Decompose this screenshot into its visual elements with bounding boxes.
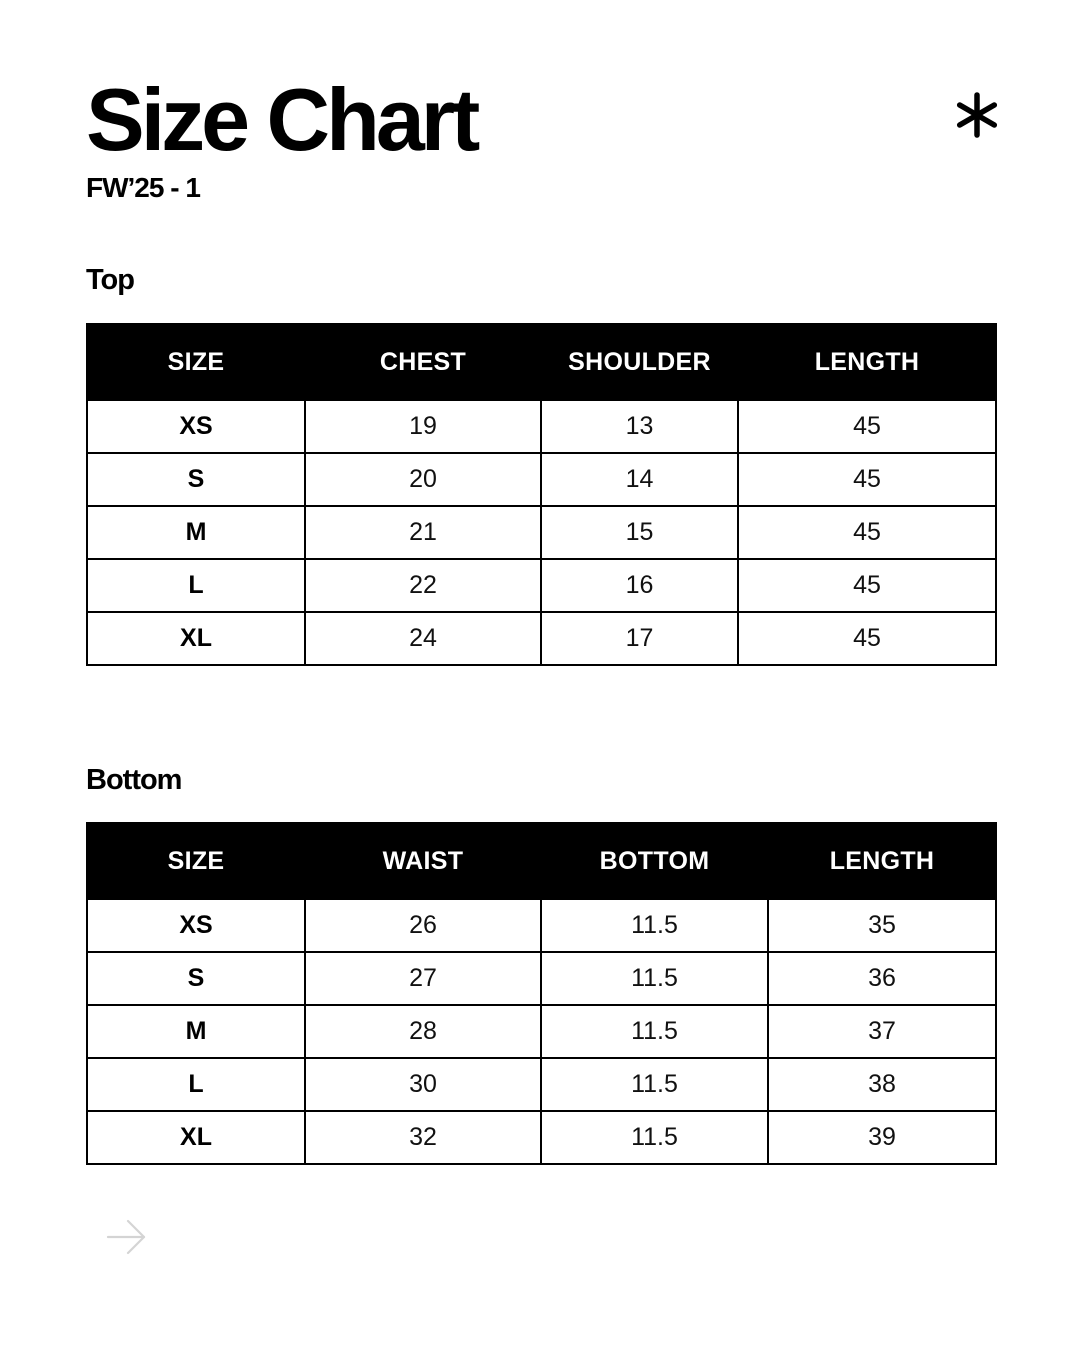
bottom-size-table bbox=[86, 822, 997, 1165]
column-header-waist: WAIST bbox=[305, 823, 541, 899]
table-row bbox=[87, 559, 996, 612]
bottom-cell: 11.5 bbox=[541, 899, 768, 952]
table-row bbox=[87, 612, 996, 665]
chest-cell: 20 bbox=[305, 453, 541, 506]
asterisk-icon bbox=[954, 92, 1000, 138]
shoulder-cell: 13 bbox=[541, 400, 738, 453]
length-cell: 39 bbox=[768, 1111, 996, 1164]
chest-cell: 24 bbox=[305, 612, 541, 665]
length-cell: 45 bbox=[738, 559, 996, 612]
column-header-shoulder: SHOULDER bbox=[541, 324, 738, 400]
collection-code: FW’25 - 1 bbox=[86, 172, 200, 203]
size-cell: L bbox=[87, 1058, 305, 1111]
table-row bbox=[87, 400, 996, 453]
top-size-table bbox=[86, 323, 997, 666]
size-cell: M bbox=[87, 1005, 305, 1058]
shoulder-cell: 15 bbox=[541, 506, 738, 559]
table-row bbox=[87, 1111, 996, 1164]
table-row bbox=[87, 952, 996, 1005]
waist-cell: 28 bbox=[305, 1005, 541, 1058]
length-cell: 45 bbox=[738, 400, 996, 453]
waist-cell: 26 bbox=[305, 899, 541, 952]
column-header-size: SIZE bbox=[87, 324, 305, 400]
bottom-cell: 11.5 bbox=[541, 1111, 768, 1164]
size-cell: XL bbox=[87, 612, 305, 665]
size-cell: XL bbox=[87, 1111, 305, 1164]
chest-cell: 22 bbox=[305, 559, 541, 612]
size-cell: S bbox=[87, 453, 305, 506]
column-header-length: LENGTH bbox=[768, 823, 996, 899]
page-title: Size Chart bbox=[86, 70, 477, 169]
column-header-size: SIZE bbox=[87, 823, 305, 899]
column-header-chest: CHEST bbox=[305, 324, 541, 400]
table-row bbox=[87, 453, 996, 506]
shoulder-cell: 17 bbox=[541, 612, 738, 665]
section-label-bottom: Bottom bbox=[86, 764, 182, 796]
shoulder-cell: 16 bbox=[541, 559, 738, 612]
column-header-bottom: BOTTOM bbox=[541, 823, 768, 899]
length-cell: 45 bbox=[738, 612, 996, 665]
chest-cell: 21 bbox=[305, 506, 541, 559]
length-cell: 45 bbox=[738, 506, 996, 559]
waist-cell: 27 bbox=[305, 952, 541, 1005]
table-row bbox=[87, 1005, 996, 1058]
section-label-top: Top bbox=[86, 264, 134, 296]
length-cell: 37 bbox=[768, 1005, 996, 1058]
chest-cell: 19 bbox=[305, 400, 541, 453]
waist-cell: 30 bbox=[305, 1058, 541, 1111]
table-header-row bbox=[87, 823, 996, 899]
size-cell: XS bbox=[87, 400, 305, 453]
length-cell: 35 bbox=[768, 899, 996, 952]
waist-cell: 32 bbox=[305, 1111, 541, 1164]
size-cell: L bbox=[87, 559, 305, 612]
arrow-right-icon[interactable] bbox=[106, 1216, 148, 1258]
length-cell: 45 bbox=[738, 453, 996, 506]
table-header-row bbox=[87, 324, 996, 400]
bottom-cell: 11.5 bbox=[541, 952, 768, 1005]
size-cell: S bbox=[87, 952, 305, 1005]
column-header-length: LENGTH bbox=[738, 324, 996, 400]
shoulder-cell: 14 bbox=[541, 453, 738, 506]
table-row bbox=[87, 506, 996, 559]
length-cell: 36 bbox=[768, 952, 996, 1005]
table-row bbox=[87, 1058, 996, 1111]
size-cell: XS bbox=[87, 899, 305, 952]
bottom-cell: 11.5 bbox=[541, 1005, 768, 1058]
table-row bbox=[87, 899, 996, 952]
bottom-cell: 11.5 bbox=[541, 1058, 768, 1111]
size-cell: M bbox=[87, 506, 305, 559]
length-cell: 38 bbox=[768, 1058, 996, 1111]
